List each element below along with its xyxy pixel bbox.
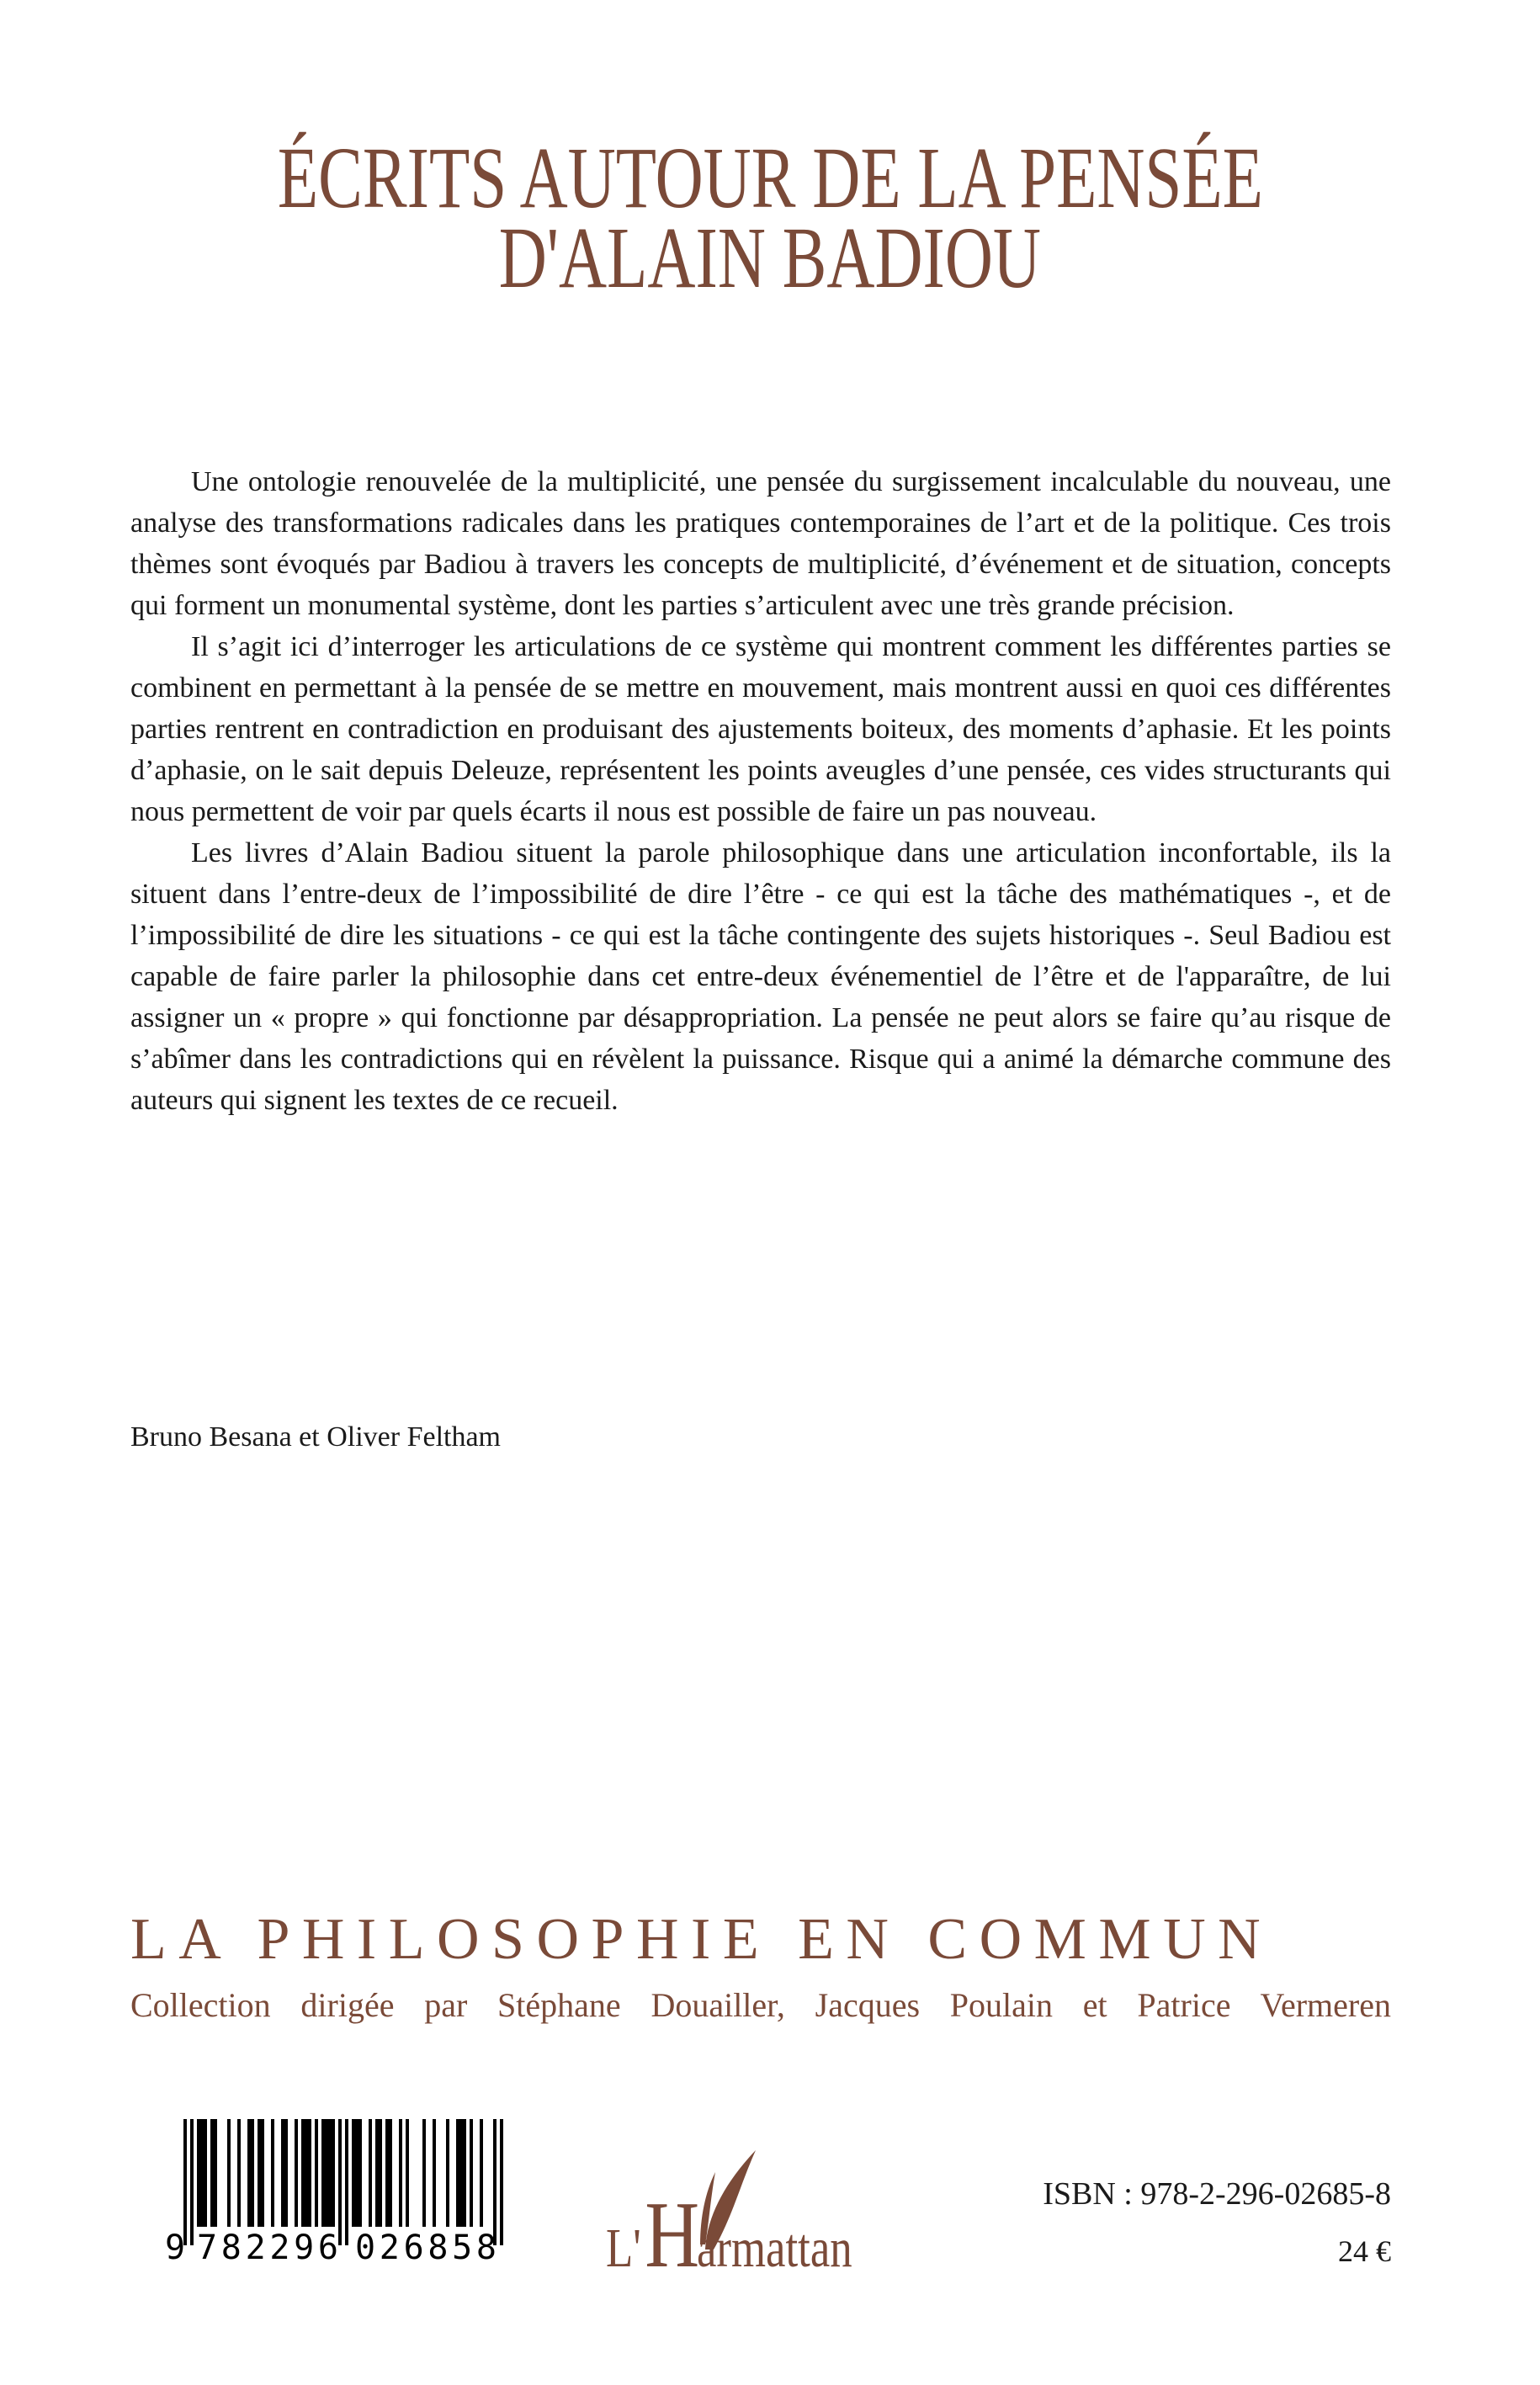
barcode-bar	[406, 2119, 409, 2227]
barcode-bar	[183, 2119, 187, 2245]
blurb-paragraph: Les livres d’Alain Badiou situent la parole philosophique dans une articulation inconfortable, ils la situent dans l’entre-deux de l’impossibilité de dire l’être - ce qui est la tâche des mathématiques -, et de l’impossibilité de dire les situations - ce qui est la tâche contingente des sujets historiques -. Seul Badiou est capable de faire parler la philosophie dans cet entre-deux événementiel de l’être et de l'apparaître, de lui assigner un « propre » qui fonctionne par désappropriation. La pensée ne peut alors se faire qu’au risque de s’abîmer dans les contradictions qui en révèlent la puissance. Risque qui a animé la démarche commune des auteurs qui signent les textes de ce recueil.	[130, 837, 1391, 1116]
title-text-2: D'ALAIN BADIOU	[498, 210, 1042, 306]
barcode-bar	[456, 2119, 459, 2227]
barcode-bar	[197, 2119, 200, 2227]
publisher-logo	[606, 2150, 909, 2268]
barcode-bar	[369, 2119, 372, 2227]
barcode-bar	[352, 2119, 355, 2227]
barcode-bar	[210, 2119, 214, 2227]
barcode-bar	[325, 2119, 328, 2227]
barcode-bar	[204, 2119, 207, 2227]
barcode-bar	[328, 2119, 332, 2227]
barcode-bar	[345, 2119, 348, 2245]
svg-text:armattan: armattan	[697, 2217, 852, 2268]
barcode-bar	[446, 2119, 449, 2227]
barcode-bar	[355, 2119, 358, 2227]
barcode-bar	[251, 2119, 254, 2227]
title-line-2	[0, 210, 1540, 306]
barcode-bar	[308, 2119, 311, 2227]
blurb	[130, 461, 1391, 1121]
barcode-bar	[281, 2119, 284, 2227]
barcode-bar	[247, 2119, 251, 2227]
price: 24 €	[1338, 2234, 1391, 2268]
collection-editors: Collection dirigée par Stéphane Douailler, Jacques Poulain et Patrice Vermeren	[130, 1986, 1391, 2024]
signature: Bruno Besana et Oliver Feltham	[130, 1421, 502, 1453]
isbn: ISBN : 978-2-296-02685-8	[1043, 2176, 1391, 2212]
svg-text:L': L'	[606, 2217, 641, 2268]
barcode-bar	[399, 2119, 402, 2227]
series-name: LA PHILOSOPHIE EN COMMUN	[130, 1907, 1273, 1972]
barcode	[165, 2119, 510, 2262]
barcode-bar	[433, 2119, 436, 2227]
barcode-bar	[470, 2119, 473, 2227]
barcode-bar	[422, 2119, 426, 2227]
barcode-bar	[214, 2119, 217, 2227]
barcode-digits: 9	[165, 2228, 186, 2262]
barcode-bar	[261, 2119, 264, 2227]
blurb-paragraph: Une ontologie renouvelée de la multiplicité, une pensée du surgissement incalculable du nouveau, une analyse des transformations radicales dans les pratiques contemporaines de l’art et de la politique. Ces trois thèmes sont évoqués par Badiou à travers les concepts de multiplicité, d’événement et de situation, concepts qui forment un monumental système, dont les parties s’articulent avec une très grande précision.	[130, 466, 1391, 621]
barcode-bar	[295, 2119, 298, 2227]
barcode-bar	[315, 2119, 318, 2227]
barcode-bar	[284, 2119, 288, 2227]
title-text-1: ÉCRITS AUTOUR DE LA PENSÉE	[277, 130, 1263, 226]
blurb-paragraph: Il s’agit ici d’interroger les articulations de ce système qui montrent comment les différentes parties se combinent en permettant à la pensée de se mettre en mouvement, mais montrent aussi en quoi ces différentes parties rentrent en contradiction en produisant des ajustements boiteux, des moments d’aphasie. Et les points d’aphasie, on le sait depuis Deleuze, représentent les points aveugles d’une pensée, ces vides structurants qui nous permettent de voir par quels écarts il nous est possible de faire un pas nouveau.	[130, 631, 1391, 827]
barcode-bar	[480, 2119, 483, 2227]
barcode-bar	[379, 2119, 382, 2227]
barcode-digits: 026858	[355, 2228, 497, 2262]
barcode-bar	[389, 2119, 392, 2227]
barcode-bar	[301, 2119, 305, 2227]
svg-text:H: H	[645, 2182, 700, 2268]
barcode-bar	[385, 2119, 389, 2227]
barcode-bar	[227, 2119, 231, 2227]
barcode-bar	[375, 2119, 379, 2227]
barcode-bar	[358, 2119, 362, 2227]
barcode-bar	[271, 2119, 274, 2227]
barcode-bar	[463, 2119, 466, 2227]
barcode-bar	[321, 2119, 325, 2227]
barcode-bar	[332, 2119, 335, 2227]
barcode-bar	[305, 2119, 308, 2227]
barcode-bar	[500, 2119, 503, 2245]
barcode-bar	[493, 2119, 497, 2245]
barcode-bar	[258, 2119, 261, 2227]
barcode-bar	[200, 2119, 204, 2227]
barcode-bar	[190, 2119, 194, 2245]
barcode-bar	[237, 2119, 241, 2227]
barcode-bar	[459, 2119, 463, 2227]
barcode-bar	[338, 2119, 342, 2245]
barcode-digits: 782296	[197, 2228, 338, 2262]
